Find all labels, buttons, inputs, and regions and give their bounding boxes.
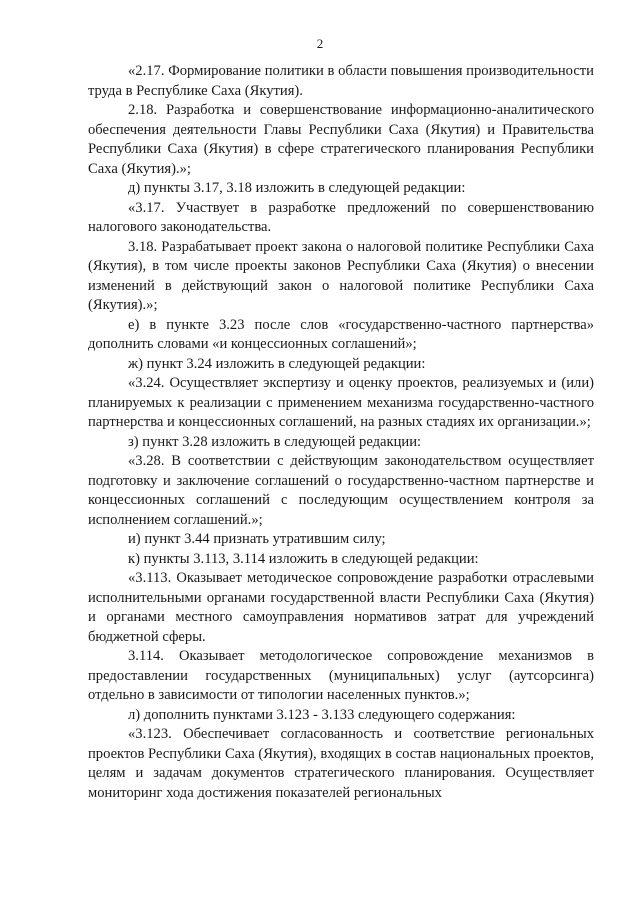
paragraph-3-123: «3.123. Обеспечивает согласованность и соответствие региональных проектов Республики Саха (Якутия), входящих в состав национальных проектов, целям и задачам документов стратегического планирования. Осуществляет мониторинг хода достижения показателей региональных [88,726,594,801]
paragraph-item-zh: ж) пункт 3.24 изложить в следующей редакции: [128,355,426,372]
paragraph-item-z: з) пункт 3.28 изложить в следующей редакции: [128,433,422,450]
page-number: 2 [316,36,324,51]
paragraph-2-18: 2.18. Разработка и совершенствование информационно-аналитического обеспечения деятельности Главы Республики Саха (Якутия) и Правительства Республики Саха (Якутия) в сфере стратегического планирования Республики Саха (Якутия).»; [88,102,594,177]
paragraph-item-d: д) пункты 3.17, 3.18 изложить в следующей редакции: [128,180,466,196]
paragraph-item-l: л) дополнить пунктами 3.123 - 3.133 следующего содержания: [128,706,516,723]
paragraph-2-17: «2.17. Формирование политики в области повышения производительности труда в Республике Саха (Якутия). [88,63,594,99]
paragraph-3-24: «3.24. Осуществляет экспертизу и оценку проектов, реализуемых и (или) планируемых к реализации с применением механизма государственно-частного партнерства и концессионных соглашений, на разных стадиях их организации.»; [88,375,594,430]
paragraph-3-17: «3.17. Участвует в разработке предложений по совершенствованию налогового законодательства. [88,199,594,235]
document-body [88,62,594,803]
paragraph-3-18: 3.18. Разрабатывает проект закона о налоговой политике Республики Саха (Якутия), в том числе проекты законов Республики Саха (Якутия) о внесении изменений в действующий закон о налоговой политике Республики Саха (Якутия).»; [88,238,594,313]
paragraph-3-113: «3.113. Оказывает методическое сопровождение разработки отраслевыми исполнительными органами государственной власти Республики Саха (Якутия) и органами местного самоуправления нормативов затрат для учреждений бюджетной сферы. [88,570,594,645]
paragraph-item-i: и) пункт 3.44 признать утратившим силу; [128,531,386,547]
paragraph-3-28: «3.28. В соответствии с действующим законодательством осуществляет подготовку и заключение соглашений о государственно-частном партнерстве и концессионных соглашений с последующим осуществлением контроля за исполнением соглашений.»; [88,453,594,528]
paragraph-3-114: 3.114. Оказывает методологическое сопровождение механизмов в предоставлении государственных (муниципальных) услуг (аутсорсинга) отдельно в зависимости от типологии населенных пунктов.»; [88,648,594,703]
paragraph-item-e: е) в пункте 3.23 после слов «государственно-частного партнерства» дополнить словами «и концессионных соглашений»; [88,316,594,352]
paragraph-item-k: к) пункты 3.113, 3.114 изложить в следующей редакции: [128,550,479,567]
